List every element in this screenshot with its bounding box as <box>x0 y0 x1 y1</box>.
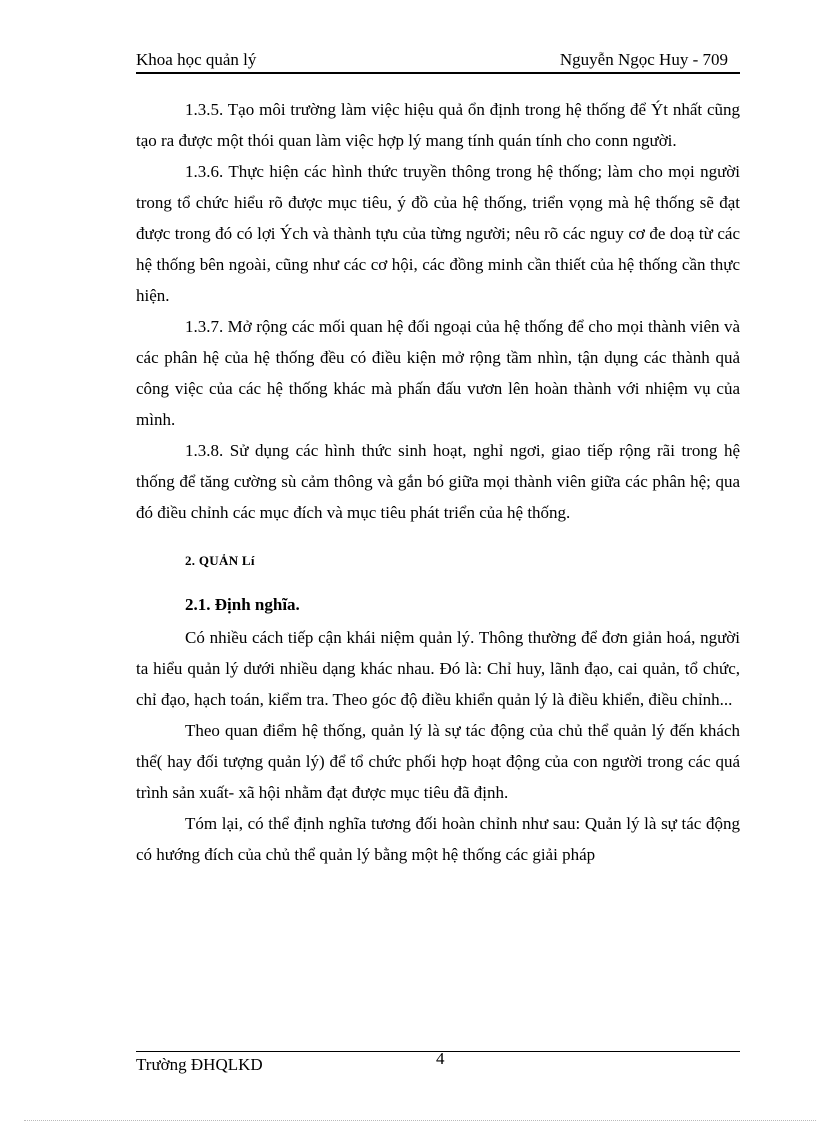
paragraph-definition-2: Theo quan điểm hệ thống, quản lý là sự tác động của chủ thể quản lý đến khách thể( hay đối tượng quản lý) để tổ chức phối hợp hoạt động của con người trong các quá trình sản xuất- xã hội nhằm đạt được mục tiêu đã định. <box>136 721 740 802</box>
page-footer <box>136 1049 740 1074</box>
paragraph-definition-1: Có nhiều cách tiếp cận khái niệm quản lý. Thông thường để đơn giản hoá, người ta hiểu quản lý dưới nhiều dạng khác nhau. Đó là: Chỉ huy, lãnh đạo, cai quản, tổ chức, chỉ đạo, hạch toán, kiểm tra. Theo góc độ điều khiển quản lý là điều khiển, điều chỉnh... <box>136 628 740 709</box>
page-header <box>136 48 740 74</box>
page-number: 4 <box>436 1049 445 1068</box>
header-course-title: Khoa học quản lý <box>136 50 257 69</box>
page-bottom-edge <box>24 1120 816 1121</box>
paragraph-definition-3: Tóm lại, có thể định nghĩa tương đối hoàn chỉnh như sau: Quản lý là sự tác động có hướng đích của chủ thể quản lý bằng một hệ thống các giải pháp <box>136 814 740 864</box>
paragraph-1-3-7: 1.3.7. Mở rộng các mối quan hệ đối ngoại của hệ thống để cho mọi thành viên và các phân hệ của hệ thống đều có điều kiện mở rộng tầm nhìn, tận dụng các thành quả công việc của các hệ thống khác mà phấn đấu vươn lên hoàn thành với nhiệm vụ của mình. <box>136 317 740 429</box>
document-body <box>136 94 740 870</box>
paragraph-1-3-6: 1.3.6. Thực hiện các hình thức truyền thông trong hệ thống; làm cho mọi người trong tổ chức hiểu rõ được mục tiêu, ý đồ của hệ thống, triển vọng mà hệ thống sẽ đạt được trong đó có lợi Ých và thành tựu của từng người; nêu rõ các nguy cơ đe doạ từ các hệ thống bên ngoài, cũng như các cơ hội, các đồng minh cần thiết của hệ thống cần thực hiện. <box>136 162 740 305</box>
paragraph-1-3-8: 1.3.8. Sử dụng các hình thức sinh hoạt, nghỉ ngơi, giao tiếp rộng rãi trong hệ thống để tăng cường sù cảm thông và gắn bó giữa mọi thành viên giữa các phân hệ; qua đó điều chỉnh các mục đích và mục tiêu phát triển của hệ thống. <box>136 441 740 522</box>
paragraph-1-3-5: 1.3.5. Tạo môi trường làm việc hiệu quả ổn định trong hệ thống để Ýt nhất cũng tạo ra được một thói quan làm việc hợp lý mang tính quán tính cho conn người. <box>136 100 740 150</box>
section-heading: 2. QUẢN Lí <box>185 553 255 568</box>
footer-school: Trường ĐHQLKD <box>136 1055 263 1074</box>
header-author: Nguyễn Ngọc Huy - 709 <box>559 50 728 69</box>
subsection-heading: 2.1. Định nghĩa. <box>185 595 300 614</box>
